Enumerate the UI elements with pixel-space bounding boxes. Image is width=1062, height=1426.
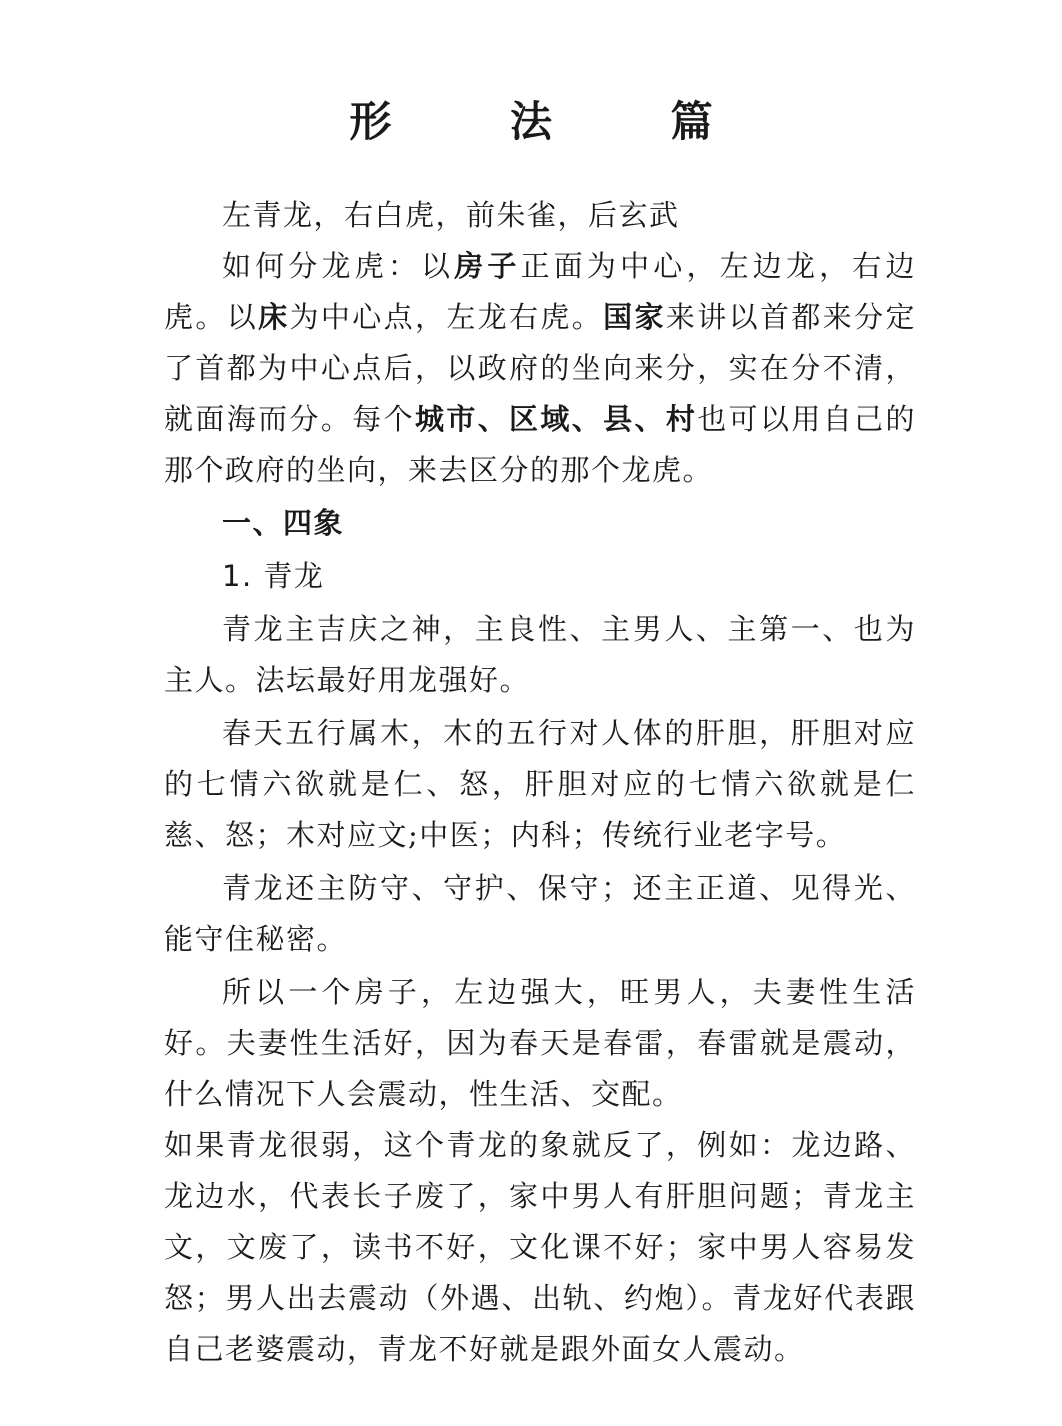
- paragraph-dragon-tiger-division: [164, 241, 916, 496]
- document-body: [164, 190, 916, 1375]
- bold-term-regions: 城市、区域、县、村: [414, 402, 698, 436]
- paragraph-spring-wood: 春天五行属木，木的五行对人体的肝胆，肝胆对应的七情六欲就是仁、怒，肝胆对应的七情六欲就是仁慈、怒；木对应文;中医；内科；传统行业老字号。: [164, 716, 916, 852]
- text-segment: 如何分龙虎：以: [222, 249, 455, 283]
- paragraph-qinglong-weak: 如果青龙很弱，这个青龙的象就反了，例如：龙边路、龙边水，代表长子废了，家中男人有肝胆问题；青龙主文，文废了，读书不好，文化课不好；家中男人容易发怒；男人出去震动（外遇、出轨、约炮）。青龙好代表跟自己老婆震动，青龙不好就是跟外面女人震动。: [164, 1128, 916, 1366]
- text-segment: 来讲以首都来分定了首都为中心点后，以政府的坐向来分，实在分不清，就面海而分。每个: [164, 300, 916, 436]
- text-segment: 也可以用自己的那个政府的坐向，来去区分的那个龙虎。: [164, 402, 916, 487]
- bold-term-house: 房子: [454, 249, 521, 283]
- bold-term-bed: 床: [258, 300, 290, 334]
- page-title: 形 法 篇: [349, 97, 765, 146]
- text-segment: 正面为中心，左边龙，右边虎。以: [164, 249, 916, 334]
- paragraph-qinglong-main: 青龙主吉庆之神，主良性、主男人、主第一、也为主人。法坛最好用龙强好。: [164, 612, 916, 697]
- subsection-heading: 1. 青龙: [222, 559, 325, 593]
- bold-term-country: 国家: [603, 300, 666, 334]
- text-segment: 为中心点，左龙右虎。: [289, 300, 604, 334]
- paragraph-four-symbols-intro: 左青龙，右白虎，前朱雀，后玄武: [222, 198, 680, 232]
- section-heading: 一、四象: [222, 506, 345, 540]
- paragraph-qinglong-defense: 青龙还主防守、守护、保守；还主正道、见得光、能守住秘密。: [164, 871, 916, 956]
- paragraph-left-strong: 所以一个房子，左边强大，旺男人，夫妻性生活好。夫妻性生活好，因为春天是春雷，春雷就是震动，什么情况下人会震动，性生活、交配。: [164, 975, 916, 1111]
